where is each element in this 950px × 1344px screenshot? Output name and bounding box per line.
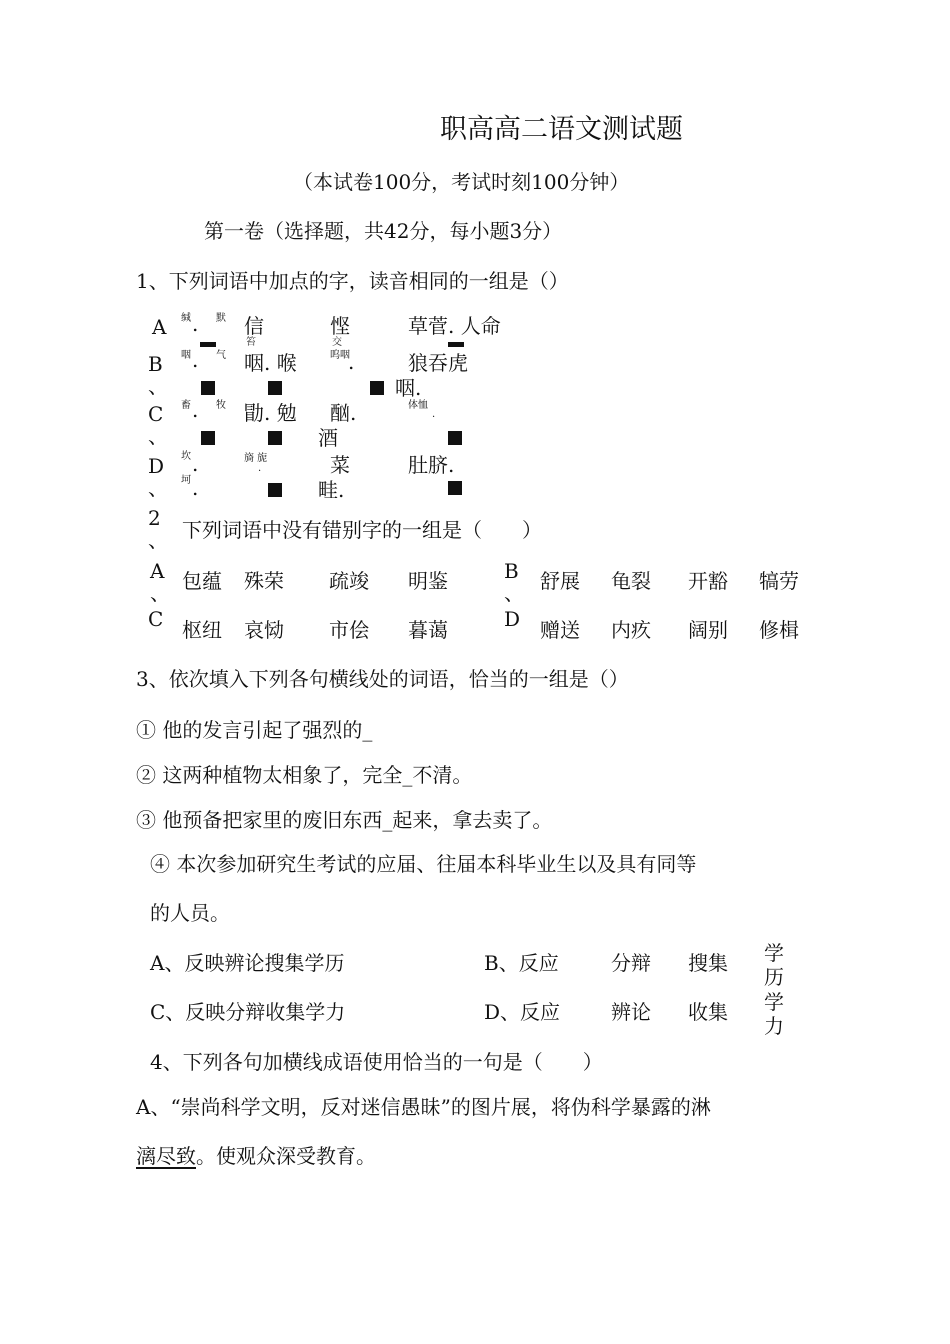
q1-b-word: 咽. 喉 bbox=[244, 351, 297, 375]
q2-word: 阔别 bbox=[688, 618, 728, 642]
q1-b-word: 呜咽 bbox=[330, 350, 350, 361]
q1-option-d-letter: D bbox=[148, 454, 165, 478]
q1-c-word: 酒 bbox=[318, 426, 338, 450]
q1-d-small-char: 坎 bbox=[181, 451, 191, 462]
q1-a-word: 信 bbox=[244, 314, 264, 338]
enumeration-comma: 、 bbox=[148, 528, 168, 552]
emphasis-dot: . bbox=[192, 398, 199, 422]
q2-word: 殊荣 bbox=[244, 569, 284, 593]
q2-word: 修楫 bbox=[759, 618, 799, 642]
q1-d-word: 畦. bbox=[318, 478, 345, 502]
enumeration-comma: 、 bbox=[150, 581, 170, 605]
q3-stem: 3、依次填入下列各句横线处的词语，恰当的一组是（） bbox=[136, 667, 629, 691]
emphasis-dot: . bbox=[432, 409, 436, 420]
enumeration-comma: 、 bbox=[504, 581, 524, 605]
emphasis-dot: . bbox=[192, 476, 199, 500]
q1-b-word: 狼吞虎 bbox=[408, 351, 468, 375]
q3-option-a: A、反映辨论搜集学历 bbox=[150, 951, 345, 975]
q1-d-word: 肚脐. bbox=[408, 453, 455, 477]
q4-option-a-rest: 。使观众深受教育。 bbox=[196, 1144, 376, 1168]
emphasis-dot: . bbox=[348, 350, 355, 374]
q1-c-word: 体恤 bbox=[408, 400, 428, 411]
mark-square bbox=[448, 431, 462, 445]
q2-option-b-letter: B bbox=[504, 559, 519, 583]
q3-option-d: D、反应 bbox=[484, 1000, 561, 1024]
q2-word: 枢纽 bbox=[182, 618, 222, 642]
q3-sentence-2: ② 这两种植物太相象了，完全_不清。 bbox=[136, 763, 473, 787]
q1-a-small-char: 缄 bbox=[181, 313, 191, 324]
q1-b-word: 咽. bbox=[395, 376, 422, 400]
q2-word: 内疚 bbox=[611, 618, 651, 642]
q1-a-word: 悭 bbox=[330, 314, 350, 338]
q3-sentence-3: ③ 他预备把家里的废旧东西_起来，拿去卖了。 bbox=[136, 808, 553, 832]
q1-d-word: 旖 旎 bbox=[244, 453, 268, 464]
q3-option-d-word: 收集 bbox=[688, 1000, 728, 1024]
q3-option-d-word: 辨论 bbox=[611, 1000, 651, 1024]
q2-number: 2 bbox=[148, 506, 161, 530]
mark-square bbox=[268, 431, 282, 445]
enumeration-comma: 、 bbox=[148, 476, 168, 500]
emphasis-dot: . bbox=[192, 452, 199, 476]
text-fragment: 交 bbox=[332, 337, 342, 348]
q3-option-b-word: 分辩 bbox=[611, 951, 651, 975]
q1-b-small-char: 气 bbox=[216, 350, 226, 361]
q2-option-c-letter: C bbox=[148, 607, 164, 631]
mark-square bbox=[268, 381, 282, 395]
text-fragment: 笞 bbox=[246, 337, 256, 348]
q2-word: 包蕴 bbox=[182, 569, 222, 593]
mark-bar bbox=[200, 342, 216, 347]
q2-word: 赠送 bbox=[540, 618, 580, 642]
q2-word: 疏竣 bbox=[329, 569, 369, 593]
page-title: 职高高二语文测试题 bbox=[440, 114, 683, 145]
emphasis-dot: . bbox=[192, 348, 199, 372]
q2-option-a-letter: A bbox=[150, 559, 165, 583]
exam-info: （本试卷100分，考试时刻100分钟） bbox=[293, 170, 630, 194]
q2-word: 市侩 bbox=[329, 618, 369, 642]
q1-a-small-char: 默 bbox=[216, 313, 226, 324]
q3-option-d-word-vertical: 学力 bbox=[764, 990, 784, 1038]
q3-option-c: C、反映分辩收集学力 bbox=[150, 1000, 346, 1024]
underlined-idiom: 漓尽致 bbox=[136, 1144, 196, 1168]
mark-square bbox=[201, 381, 215, 395]
q3-sentence-1: ① 他的发言引起了强烈的_ bbox=[136, 718, 373, 742]
q4-option-a: A、“崇尚科学文明，反对迷信愚昧”的图片展，将伪科学暴露的淋 bbox=[136, 1095, 711, 1119]
q2-word: 开豁 bbox=[688, 569, 728, 593]
q2-word: 哀恸 bbox=[244, 618, 284, 642]
q1-b-small-char: 咽 bbox=[181, 350, 191, 361]
enumeration-comma: 、 bbox=[148, 424, 168, 448]
q3-option-b-word: 搜集 bbox=[688, 951, 728, 975]
emphasis-dot: . bbox=[192, 312, 199, 336]
q1-option-b-letter: B bbox=[148, 352, 163, 376]
mark-square bbox=[448, 481, 462, 495]
q4-stem: 4、下列各句加横线成语使用恰当的一句是（ ） bbox=[150, 1050, 603, 1074]
emphasis-dot: . bbox=[258, 463, 262, 474]
q3-option-b: B、反应 bbox=[484, 951, 559, 975]
section-heading: 第一卷（选择题，共42分，每小题3分） bbox=[204, 219, 563, 243]
q1-a-word: 草菅. 人命 bbox=[408, 314, 501, 338]
enumeration-comma: 、 bbox=[148, 374, 168, 398]
q4-option-a-cont bbox=[136, 1146, 376, 1166]
q1-c-small-char: 畜 bbox=[181, 400, 191, 411]
q1-option-a-letter: A bbox=[152, 315, 167, 339]
q2-word: 明鉴 bbox=[408, 569, 448, 593]
q1-option-c-letter: C bbox=[148, 402, 164, 426]
q1-c-word: 勖. 勉 bbox=[244, 401, 297, 425]
q3-option-b-word-vertical: 学历 bbox=[764, 941, 784, 989]
q2-option-d-letter: D bbox=[504, 607, 521, 631]
mark-bar bbox=[448, 342, 464, 347]
mark-square bbox=[201, 431, 215, 445]
q1-d-small-char: 坷 bbox=[181, 475, 191, 486]
q2-word: 犒劳 bbox=[759, 569, 799, 593]
q1-d-word: 菜 bbox=[330, 453, 350, 477]
q2-word: 暮蔼 bbox=[408, 618, 448, 642]
q3-sentence-4-cont: 的人员。 bbox=[150, 901, 230, 925]
q2-stem: 下列词语中没有错别字的一组是（ ） bbox=[182, 518, 542, 542]
mark-square bbox=[370, 381, 384, 395]
q2-word: 龟裂 bbox=[611, 569, 651, 593]
q3-sentence-4: ④ 本次参加研究生考试的应届、往届本科毕业生以及具有同等 bbox=[150, 852, 697, 876]
q1-stem: 1、下列词语中加点的字，读音相同的一组是（） bbox=[136, 269, 569, 293]
q1-c-word: 酗. bbox=[330, 401, 357, 425]
q2-word: 舒展 bbox=[540, 569, 580, 593]
mark-square bbox=[268, 483, 282, 497]
q1-c-small-char: 牧 bbox=[216, 400, 226, 411]
